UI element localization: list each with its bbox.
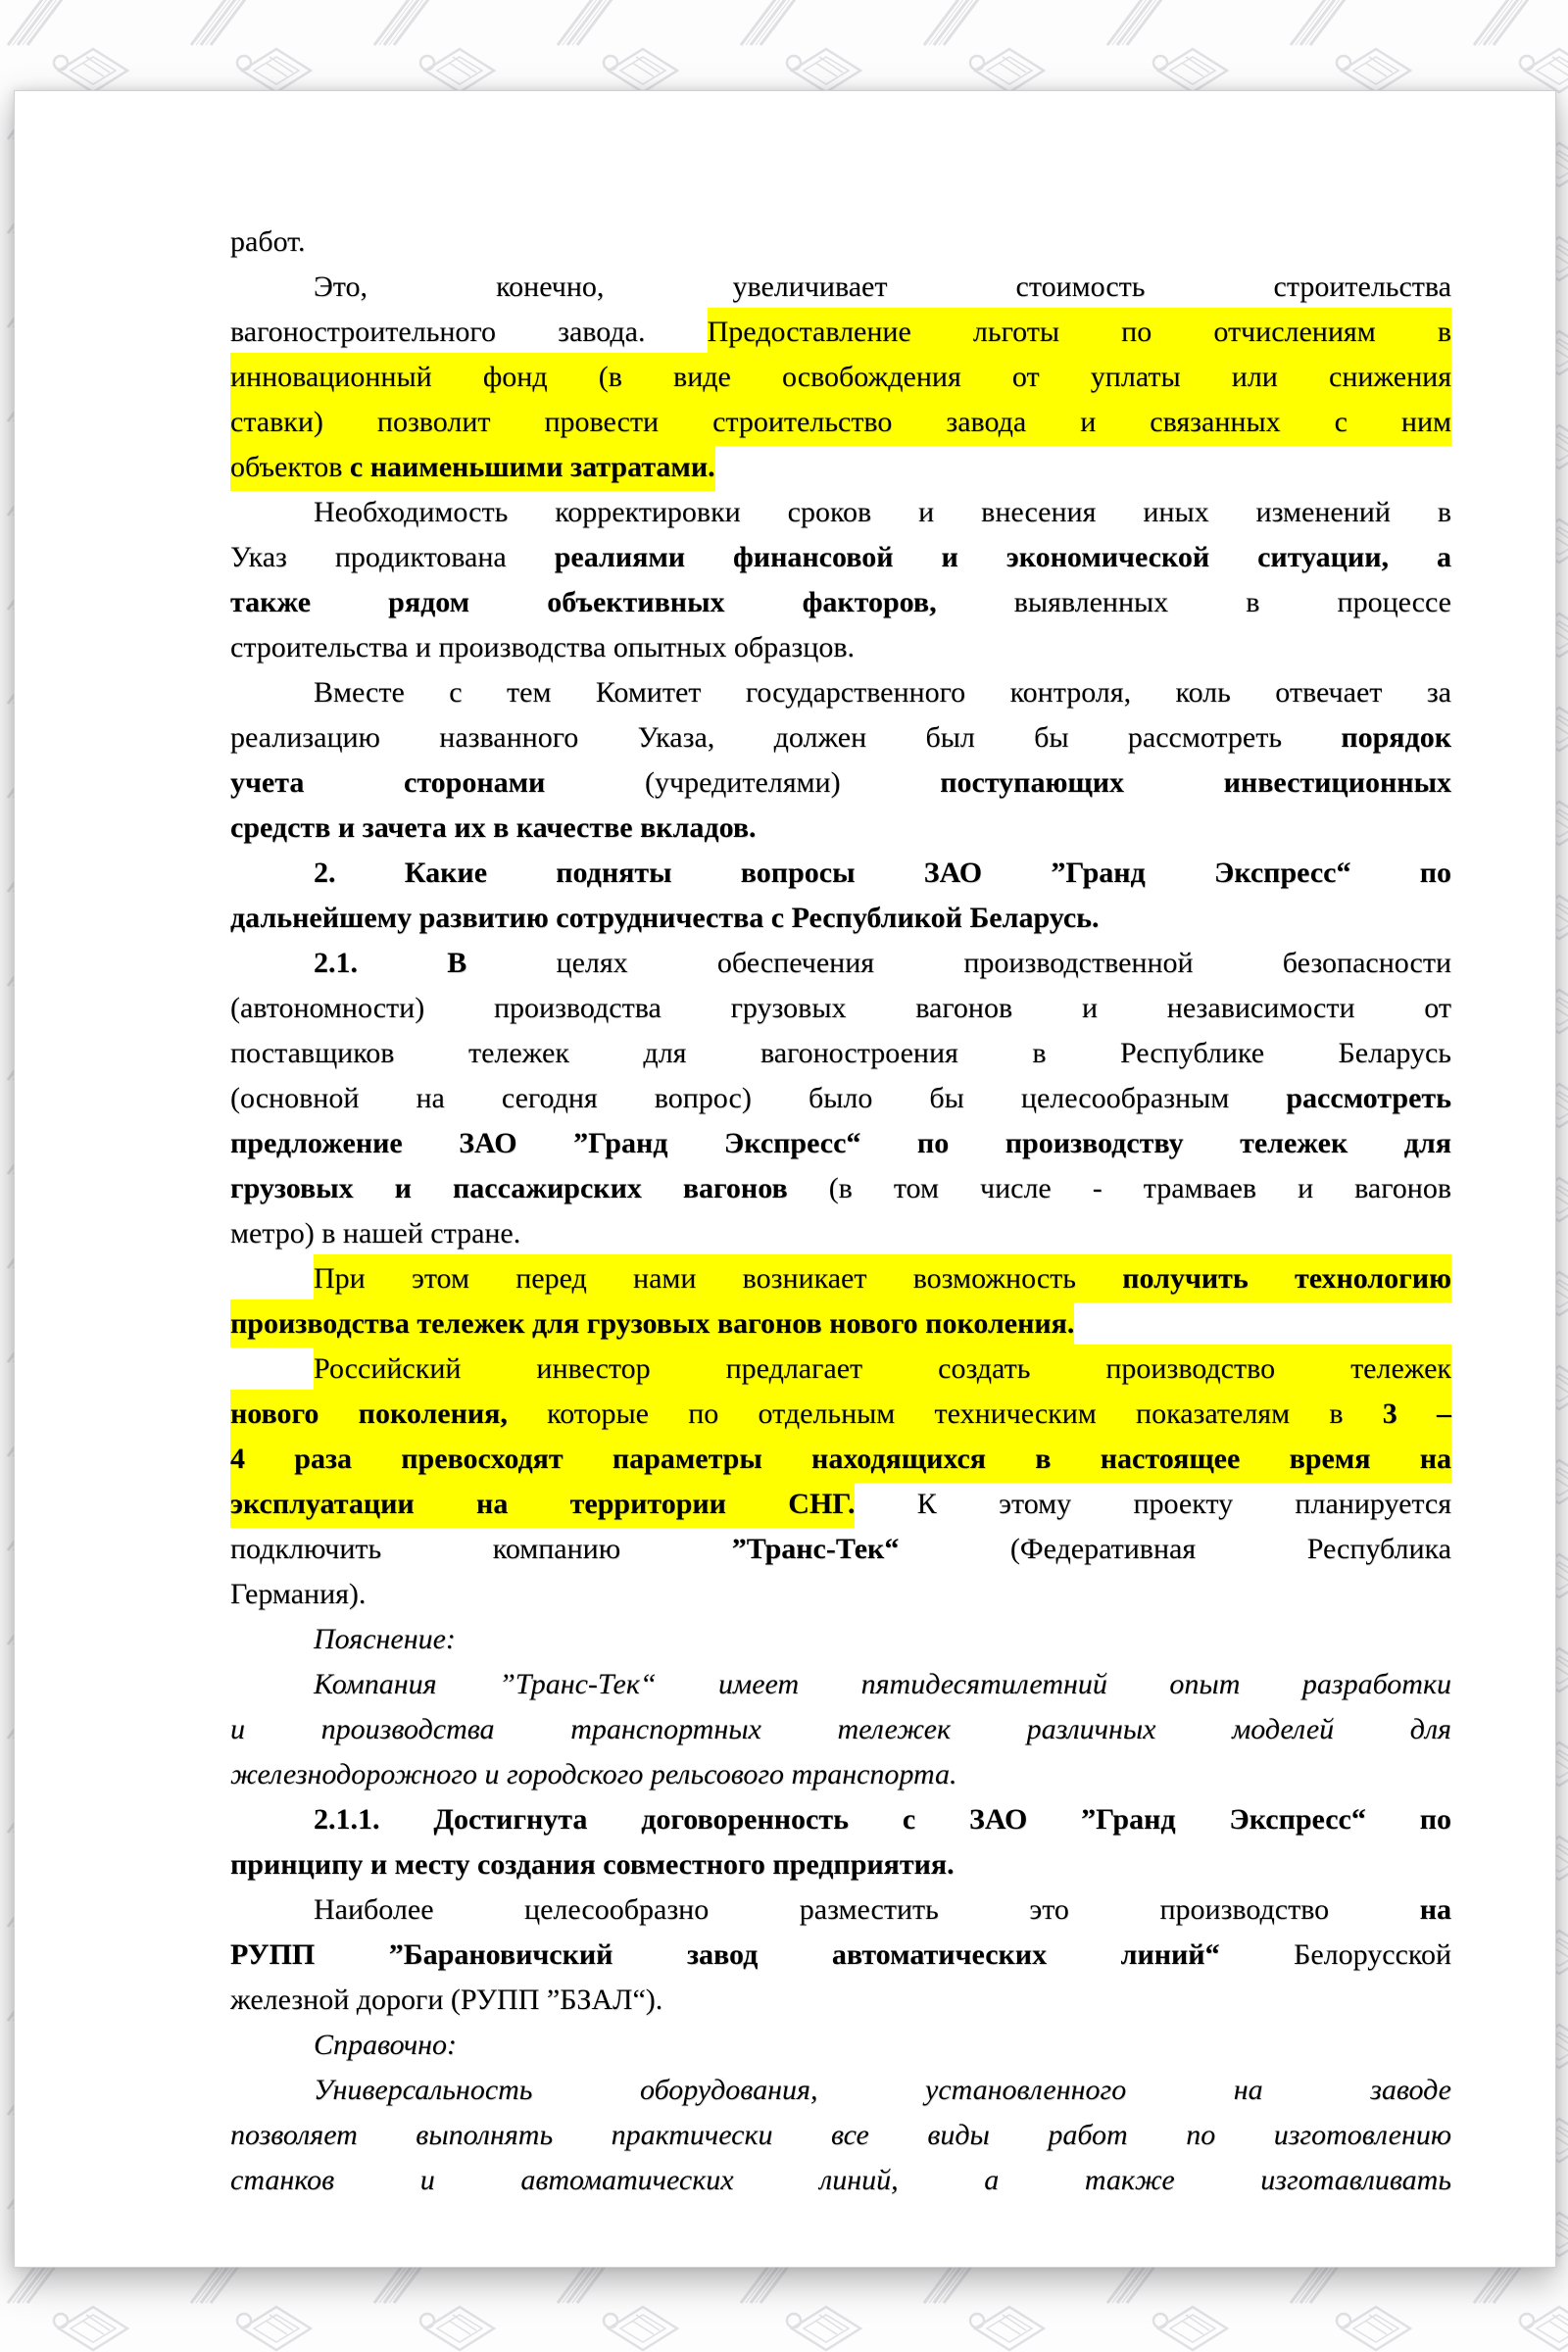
text-segment: железнодорожного и городского рельсового транспорта. [230, 1758, 957, 1790]
document-line [230, 265, 1451, 310]
document-line [230, 1347, 1451, 1392]
text-segment: позволяет выполнять практически все виды работ по изготовлению [230, 2119, 1451, 2151]
document-line [230, 941, 1451, 986]
document-line [230, 2158, 1451, 2203]
text-segment: вагоностроительного завода. [230, 316, 708, 348]
highlighted-text: ставки) позволит провести строительство завода и связанных с ним [230, 398, 1451, 446]
text-segment: (основной на сегодня вопрос) было бы целесообразным [230, 1082, 1287, 1114]
text-segment: Универсальность оборудования, установленного на заводе [314, 2074, 1451, 2106]
text-segment: К этому проекту планируется [855, 1488, 1451, 1520]
document-line [230, 1842, 1451, 1887]
text-segment: грузовых и пассажирских вагонов [230, 1172, 829, 1204]
text-segment: (учредителями) [645, 766, 941, 799]
document-line [230, 760, 1451, 806]
document-line [230, 1572, 1451, 1617]
text-segment: Пояснение: [314, 1623, 456, 1655]
document-line [230, 715, 1451, 760]
text-segment: ”Транс-Тек“ [731, 1533, 900, 1565]
document-line [230, 2023, 1451, 2068]
text-segment: Белорусской [1294, 1938, 1451, 1971]
document-line [230, 1887, 1451, 1933]
document-line [230, 1752, 1451, 1797]
text-segment: выявленных в процессе [936, 586, 1451, 618]
text-segment: железной дороги (РУПП ”БЗАЛ“). [230, 1984, 663, 2016]
text-segment: и производства транспортных тележек различных моделей для [230, 1713, 1451, 1745]
highlighted-text: Предоставление льготы по отчислениям в [708, 308, 1451, 356]
document-line [230, 1211, 1451, 1256]
document-page [14, 90, 1556, 2268]
document-line [230, 2068, 1451, 2113]
text-segment: Вместе с тем Комитет государственного контроля, коль отвечает за [314, 676, 1451, 709]
text-segment: учета сторонами [230, 766, 646, 799]
document-line [230, 445, 1451, 490]
highlighted-text: инновационный фонд (в виде освобождения от уплаты или снижения [230, 353, 1451, 401]
text-segment: (автономности) производства грузовых вагонов и независимости от [230, 992, 1451, 1024]
document-text [230, 220, 1451, 2203]
highlighted-text: 3 – [1383, 1390, 1451, 1438]
text-segment: метро) в нашей стране. [230, 1217, 521, 1250]
document-line [230, 1121, 1451, 1166]
highlighted-text: получить технологию [1122, 1254, 1451, 1302]
document-line [230, 400, 1451, 445]
document-line [230, 1031, 1451, 1076]
document-line [230, 490, 1451, 535]
text-segment: РУПП ”Барановичский завод автоматических линий“ [230, 1938, 1295, 1971]
text-segment: работ. [230, 225, 306, 258]
document-line [230, 851, 1451, 896]
text-segment: также рядом объективных факторов, [230, 586, 937, 618]
document-line [230, 1392, 1451, 1437]
text-segment: Компания ”Транс-Тек“ имеет пятидесятилетний опыт разработки [314, 1668, 1451, 1700]
highlighted-text: объектов [230, 443, 350, 491]
text-segment: 2.1.1. Достигнута договоренность с ЗАО ”Гранд Экспресс“ по [314, 1803, 1451, 1836]
text-segment: рассмотреть [1286, 1082, 1451, 1114]
document-line [230, 670, 1451, 715]
highlighted-text: с наименьшими затратами. [350, 443, 715, 491]
document-line [230, 580, 1451, 625]
document-line [230, 806, 1451, 851]
text-segment: (Федеративная Республика [899, 1533, 1451, 1565]
highlighted-text: эксплуатации на территории СНГ. [230, 1480, 855, 1528]
document-line [230, 625, 1451, 670]
highlighted-text: которые по отдельным техническим показателям в [508, 1390, 1383, 1438]
text-segment: Германия). [230, 1578, 367, 1610]
document-line [230, 1482, 1451, 1527]
document-line [230, 310, 1451, 355]
text-segment: реализацию названного Указа, должен был бы рассмотреть [230, 721, 1342, 754]
text-segment: реалиями финансовой и экономической ситуации, а [554, 541, 1451, 573]
highlighted-text: Российский инвестор предлагает создать производство тележек [314, 1345, 1451, 1393]
text-segment: целях обеспечения производственной безопасности [466, 947, 1451, 979]
text-segment: 2.1. В [314, 947, 467, 979]
document-line [230, 1662, 1451, 1707]
text-segment: 2. Какие подняты вопросы ЗАО ”Гранд Экспресс“ по [314, 857, 1451, 889]
text-segment: на [1419, 1893, 1451, 1926]
text-segment: Необходимость корректировки сроков и внесения иных изменений в [314, 496, 1451, 528]
document-line [230, 535, 1451, 580]
text-segment: поступающих инвестиционных [940, 766, 1451, 799]
highlighted-text: нового поколения, [230, 1390, 508, 1438]
text-segment: станков и автоматических линий, а также изготавливать [230, 2164, 1451, 2196]
document-line [230, 986, 1451, 1031]
document-line [230, 1707, 1451, 1752]
document-line [230, 220, 1451, 265]
text-segment: дальнейшему развитию сотрудничества с Республикой Беларусь. [230, 902, 1100, 934]
document-line [230, 896, 1451, 941]
text-segment: Справочно: [314, 2029, 458, 2061]
document-line [230, 1301, 1451, 1347]
document-line [230, 1166, 1451, 1211]
document-line [230, 1933, 1451, 1978]
document-line [230, 1978, 1451, 2023]
text-segment: принципу и месту создания совместного предприятия. [230, 1848, 955, 1881]
text-segment: порядок [1341, 721, 1451, 754]
document-line [230, 1617, 1451, 1662]
document-line [230, 2113, 1451, 2158]
text-segment: предложение ЗАО ”Гранд Экспресс“ по производству тележек для [230, 1127, 1451, 1159]
highlighted-text: При этом перед нами возникает возможность [314, 1254, 1122, 1302]
text-segment: Наиболее целесообразно разместить это производство [314, 1893, 1420, 1926]
document-line [230, 1437, 1451, 1482]
document-line [230, 1527, 1451, 1572]
text-segment: поставщиков тележек для вагоностроения в Республике Беларусь [230, 1037, 1451, 1069]
document-line [230, 1256, 1451, 1301]
text-segment: средств и зачета их в качестве вкладов. [230, 811, 757, 844]
text-segment: Это, конечно, увеличивает стоимость строительства [314, 270, 1451, 303]
highlighted-text: производства тележек для грузовых вагонов нового поколения. [230, 1299, 1074, 1348]
document-line [230, 355, 1451, 400]
text-segment: (в том числе - трамваев и вагонов [828, 1172, 1451, 1204]
document-line [230, 1076, 1451, 1121]
document-line [230, 1797, 1451, 1842]
text-segment: строительства и производства опытных образцов. [230, 631, 856, 663]
text-segment: подключить компанию [230, 1533, 732, 1565]
text-segment: Указ продиктована [230, 541, 555, 573]
highlighted-text: 4 раза превосходят параметры находящихся в настоящее время на [230, 1435, 1451, 1483]
